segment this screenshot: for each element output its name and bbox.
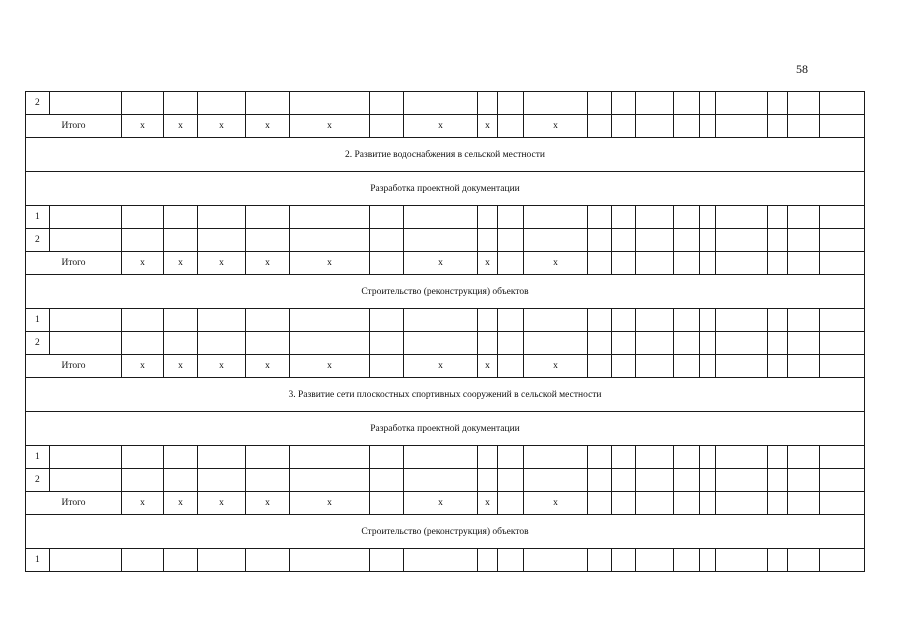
table-cell (523, 331, 588, 355)
table-cell (587, 114, 612, 138)
table-cell (289, 445, 370, 469)
table-cell (787, 354, 820, 378)
table-cell (635, 251, 674, 275)
table-cell (369, 228, 404, 252)
table-cell (497, 548, 524, 572)
table-cell (819, 491, 865, 515)
total-mark: x (477, 491, 498, 515)
table-cell (587, 205, 612, 229)
total-mark: x (289, 354, 370, 378)
table-cell (523, 308, 588, 332)
row-number: 2 (25, 468, 50, 492)
table-cell (611, 228, 636, 252)
table-cell (699, 331, 716, 355)
table-cell (787, 445, 820, 469)
table-cell (673, 205, 700, 229)
row-number: 2 (25, 91, 50, 115)
table-cell (587, 331, 612, 355)
table-cell (477, 445, 498, 469)
table-cell (611, 331, 636, 355)
table-cell (587, 548, 612, 572)
section-heading: Строительство (реконструкция) объектов (25, 514, 865, 549)
table-cell (819, 91, 865, 115)
table-cell (635, 308, 674, 332)
table-cell (699, 114, 716, 138)
table-cell (611, 251, 636, 275)
table-cell (787, 468, 820, 492)
total-mark: x (121, 354, 164, 378)
table-cell (163, 205, 198, 229)
table-cell (523, 228, 588, 252)
table-cell (163, 228, 198, 252)
total-mark: x (523, 114, 588, 138)
table-cell (715, 445, 768, 469)
table-cell (715, 331, 768, 355)
table-cell (767, 205, 788, 229)
table-cell (403, 548, 478, 572)
table-cell (611, 491, 636, 515)
table-cell (197, 468, 246, 492)
table-cell (715, 114, 768, 138)
total-mark: x (163, 491, 198, 515)
table-cell (369, 445, 404, 469)
total-label: Итого (25, 251, 122, 275)
table-cell (819, 548, 865, 572)
table-cell (245, 445, 290, 469)
table-cell (477, 308, 498, 332)
table-cell (787, 205, 820, 229)
table-cell (787, 308, 820, 332)
total-mark: x (245, 251, 290, 275)
table-cell (121, 91, 164, 115)
table-cell (49, 91, 122, 115)
table-cell (611, 445, 636, 469)
table-cell (635, 331, 674, 355)
table-cell (767, 251, 788, 275)
table-cell (611, 205, 636, 229)
table-cell (635, 445, 674, 469)
table-cell (369, 548, 404, 572)
section-heading: Разработка проектной документации (25, 411, 865, 446)
total-mark: x (289, 491, 370, 515)
table-cell (523, 91, 588, 115)
table-cell (787, 548, 820, 572)
table-cell (715, 308, 768, 332)
table-cell (245, 468, 290, 492)
total-mark: x (163, 354, 198, 378)
total-mark: x (121, 114, 164, 138)
section-heading: Разработка проектной документации (25, 171, 865, 206)
table-cell (767, 308, 788, 332)
table-cell (369, 91, 404, 115)
total-mark: x (197, 491, 246, 515)
total-mark: x (403, 491, 478, 515)
table-cell (587, 308, 612, 332)
total-label: Итого (25, 491, 122, 515)
table-cell (197, 228, 246, 252)
total-mark: x (403, 354, 478, 378)
table-cell (497, 114, 524, 138)
table-cell (673, 491, 700, 515)
total-mark: x (477, 114, 498, 138)
table-cell (369, 205, 404, 229)
page-number: 58 (796, 62, 808, 76)
table-cell (197, 308, 246, 332)
table-cell (245, 91, 290, 115)
total-mark: x (197, 251, 246, 275)
table-cell (611, 91, 636, 115)
table-cell (497, 228, 524, 252)
table-cell (163, 468, 198, 492)
total-mark: x (245, 354, 290, 378)
total-mark: x (121, 491, 164, 515)
table-cell (497, 91, 524, 115)
total-mark: x (403, 251, 478, 275)
total-mark: x (163, 114, 198, 138)
section-heading: Строительство (реконструкция) объектов (25, 274, 865, 309)
table-cell (819, 251, 865, 275)
table-cell (403, 91, 478, 115)
table-cell (635, 354, 674, 378)
table-cell (635, 548, 674, 572)
section-heading: 3. Развитие сети плоскостных спортивных сооружений в сельской местности (25, 377, 865, 412)
row-number: 2 (25, 228, 50, 252)
table-cell (289, 205, 370, 229)
table-cell (497, 331, 524, 355)
table-cell (477, 548, 498, 572)
table-cell (715, 354, 768, 378)
table-cell (611, 548, 636, 572)
table-cell (497, 468, 524, 492)
table-cell (289, 228, 370, 252)
table-cell (121, 228, 164, 252)
table-cell (673, 331, 700, 355)
table-cell (767, 228, 788, 252)
table-cell (369, 114, 404, 138)
table-cell (523, 468, 588, 492)
total-mark: x (163, 251, 198, 275)
total-mark: x (245, 114, 290, 138)
table-cell (477, 228, 498, 252)
table-cell (121, 205, 164, 229)
table-cell (699, 468, 716, 492)
table-cell (635, 205, 674, 229)
table-cell (699, 308, 716, 332)
table-cell (587, 445, 612, 469)
table-cell (121, 331, 164, 355)
table-cell (699, 354, 716, 378)
table-cell (369, 251, 404, 275)
table-cell (163, 445, 198, 469)
table-cell (523, 548, 588, 572)
table-cell (121, 548, 164, 572)
table-cell (699, 445, 716, 469)
total-mark: x (523, 354, 588, 378)
table-cell (673, 251, 700, 275)
table-cell (699, 491, 716, 515)
table-cell (245, 308, 290, 332)
table-cell (289, 468, 370, 492)
table-cell (245, 205, 290, 229)
table-cell (673, 228, 700, 252)
table-cell (289, 91, 370, 115)
table-cell (819, 228, 865, 252)
total-mark: x (477, 251, 498, 275)
total-mark: x (197, 354, 246, 378)
table-cell (197, 548, 246, 572)
table-cell (477, 91, 498, 115)
table-cell (49, 445, 122, 469)
table-cell (163, 548, 198, 572)
table-cell (197, 205, 246, 229)
row-number: 2 (25, 331, 50, 355)
table-cell (715, 491, 768, 515)
table-cell (121, 308, 164, 332)
table-cell (699, 251, 716, 275)
table-cell (163, 308, 198, 332)
total-mark: x (403, 114, 478, 138)
table-cell (49, 548, 122, 572)
table-cell (635, 491, 674, 515)
table-cell (587, 251, 612, 275)
section-heading: 2. Развитие водоснабжения в сельской местности (25, 137, 865, 172)
table-cell (523, 205, 588, 229)
table-cell (369, 468, 404, 492)
table-cell (767, 445, 788, 469)
row-number: 1 (25, 205, 50, 229)
total-mark: x (523, 491, 588, 515)
table-cell (819, 308, 865, 332)
table-cell (787, 114, 820, 138)
table-cell (523, 445, 588, 469)
table-cell (699, 548, 716, 572)
table-cell (819, 445, 865, 469)
table-cell (497, 251, 524, 275)
table-cell (635, 468, 674, 492)
total-mark: x (245, 491, 290, 515)
table-cell (819, 468, 865, 492)
table-cell (673, 468, 700, 492)
row-number: 1 (25, 548, 50, 572)
table-cell (369, 308, 404, 332)
table-cell (611, 308, 636, 332)
table-cell (369, 331, 404, 355)
table-cell (673, 308, 700, 332)
table-cell (197, 331, 246, 355)
table-cell (163, 91, 198, 115)
table-cell (787, 331, 820, 355)
table-cell (767, 91, 788, 115)
table-cell (497, 354, 524, 378)
table-cell (403, 468, 478, 492)
table-cell (715, 468, 768, 492)
table-cell (587, 228, 612, 252)
table-cell (767, 114, 788, 138)
table-cell (587, 491, 612, 515)
table-cell (767, 491, 788, 515)
table-cell (715, 91, 768, 115)
table-cell (819, 354, 865, 378)
table-cell (699, 205, 716, 229)
table-cell (497, 205, 524, 229)
total-mark: x (289, 251, 370, 275)
table-cell (715, 548, 768, 572)
table-cell (787, 491, 820, 515)
table-cell (673, 114, 700, 138)
table-cell (767, 354, 788, 378)
table-cell (635, 91, 674, 115)
table-cell (635, 114, 674, 138)
table-cell (477, 468, 498, 492)
table-cell (611, 468, 636, 492)
total-mark: x (121, 251, 164, 275)
table-cell (49, 205, 122, 229)
table-cell (121, 468, 164, 492)
table-cell (403, 331, 478, 355)
table-cell (403, 445, 478, 469)
table-cell (403, 228, 478, 252)
table-cell (767, 468, 788, 492)
table-cell (635, 228, 674, 252)
table-cell (289, 548, 370, 572)
form-table (25, 91, 864, 571)
table-cell (497, 445, 524, 469)
table-cell (49, 228, 122, 252)
total-label: Итого (25, 114, 122, 138)
table-cell (673, 548, 700, 572)
table-cell (673, 91, 700, 115)
table-cell (477, 205, 498, 229)
table-cell (787, 251, 820, 275)
table-cell (477, 331, 498, 355)
table-cell (819, 114, 865, 138)
table-cell (819, 205, 865, 229)
table-cell (587, 91, 612, 115)
table-cell (289, 308, 370, 332)
table-cell (673, 445, 700, 469)
table-cell (403, 308, 478, 332)
table-cell (611, 114, 636, 138)
table-cell (369, 354, 404, 378)
table-cell (715, 228, 768, 252)
table-cell (245, 548, 290, 572)
table-cell (197, 91, 246, 115)
table-cell (369, 491, 404, 515)
table-cell (163, 331, 198, 355)
table-cell (197, 445, 246, 469)
table-cell (787, 228, 820, 252)
table-cell (49, 331, 122, 355)
table-cell (587, 468, 612, 492)
table-cell (289, 331, 370, 355)
table-cell (497, 308, 524, 332)
total-label: Итого (25, 354, 122, 378)
table-cell (767, 331, 788, 355)
total-mark: x (289, 114, 370, 138)
table-cell (611, 354, 636, 378)
table-cell (49, 308, 122, 332)
table-cell (699, 228, 716, 252)
table-cell (245, 331, 290, 355)
table-cell (819, 331, 865, 355)
table-cell (587, 354, 612, 378)
table-cell (767, 548, 788, 572)
table-cell (403, 205, 478, 229)
table-cell (49, 468, 122, 492)
table-cell (715, 205, 768, 229)
table-cell (715, 251, 768, 275)
table-cell (497, 491, 524, 515)
total-mark: x (197, 114, 246, 138)
row-number: 1 (25, 308, 50, 332)
table-cell (245, 228, 290, 252)
row-number: 1 (25, 445, 50, 469)
table-cell (787, 91, 820, 115)
table-cell (121, 445, 164, 469)
total-mark: x (523, 251, 588, 275)
total-mark: x (477, 354, 498, 378)
table-cell (673, 354, 700, 378)
table-cell (699, 91, 716, 115)
